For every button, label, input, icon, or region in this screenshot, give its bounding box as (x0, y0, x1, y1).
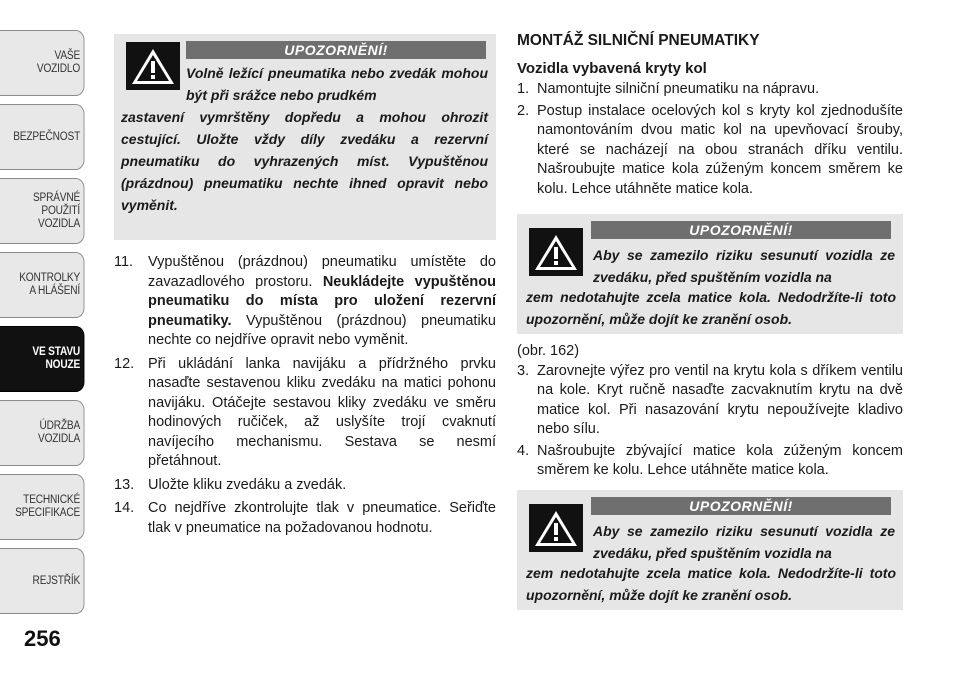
warning-triangle-icon (529, 504, 583, 552)
list-item: 13. Uložte kliku zvedáku a zvedák. (114, 476, 347, 493)
warning-box-left (114, 34, 496, 240)
list-item: 4. Našroubujte zbývající matice kola zúženým koncem směrem ke kolu. Lehce utáhněte matice kola. (517, 442, 903, 478)
warning-text-rest: zem nedotahujte zcela matice kola. Nedodržíte-li toto upozornění, může dojít ke zranění osob. (526, 565, 896, 603)
sidebar-tab-bezpecnost[interactable]: BEZPEČNOST (0, 104, 84, 170)
warning-box-right-1 (517, 214, 903, 334)
warning-header: UPOZORNĚNÍ! (591, 497, 891, 515)
sidebar-tab-technicke-specifikace[interactable]: TECHNICKÉ SPECIFIKACE (0, 474, 84, 540)
warning-header: UPOZORNĚNÍ! (186, 41, 486, 59)
sidebar-tab-spravne-pouziti[interactable]: SPRÁVNÉ POUŽITÍ VOZIDLA (0, 178, 84, 244)
sidebar-tab-ve-stavu-nouze[interactable]: VE STAVU NOUZE (0, 326, 84, 392)
warning-text-first: Aby se zamezilo riziku sesunutí vozidla ze zvedáku, před spuštěním vozidla na (593, 523, 895, 561)
warning-text-first: Volně ležící pneumatika nebo zvedák mohou být při srážce nebo prudkém (186, 65, 488, 103)
warning-text-rest: zem nedotahujte zcela matice kola. Nedodržíte-li toto upozornění, může dojít ke zranění osob. (526, 289, 896, 327)
warning-text-first: Aby se zamezilo riziku sesunutí vozidla ze zvedáku, před spuštěním vozidla na (593, 247, 895, 285)
list-item: 2. Postup instalace ocelových kol s kryty kol zjednodušíte namontováním dvou matic kol na upevňovací šrouby, které se nacházejí na obou stranách dříku ventilu. Našroubujte matice kola zúženým koncem směrem ke kolu. Lehce utáhněte matice kola. (517, 102, 903, 197)
list-item: 14. Co nejdříve zkontrolujte tlak v pneumatice. Seřiďte tlak v pneumatice na požadovanou hodnotu. (114, 500, 496, 536)
figure-reference: (obr. 162) (517, 343, 580, 359)
sidebar-tab-rejstrik[interactable]: REJSTŘÍK (0, 548, 84, 614)
sidebar-tab-kontrolky[interactable]: KONTROLKY A HLÁŠENÍ (0, 252, 84, 318)
page-number: 256 (24, 626, 61, 651)
warning-triangle-icon (529, 228, 583, 276)
list-item: 3. Zarovnejte výřez pro ventil na krytu kola s dříkem ventilu na kole. Kryt ručně nasaďte zacvaknutím krytu na dvě matice kol. Při nasazování krytu nepoužívejte kladivo nebo sílu. (517, 362, 903, 437)
warning-header: UPOZORNĚNÍ! (591, 221, 891, 239)
list-item: 1. Namontujte silniční pneumatiku na nápravu. (517, 81, 820, 97)
section-subtitle: Vozidla vybavená kryty kol (517, 59, 707, 77)
sidebar-tab-udrzba[interactable]: ÚDRŽBA VOZIDLA (0, 400, 84, 466)
section-title: MONTÁŽ SILNIČNÍ PNEUMATIKY (517, 32, 760, 49)
right-column-lower (517, 342, 903, 481)
list-item: 12. Při ukládání lanka navijáku a přídržného prvku nasaďte sestavenou kliku zvedáku na matici pohonu navijáku. Otáčejte sestavou kliky zvedáku ve směru hodinových ručiček, až uslyšíte trojí cvaknutí navíjecího mechanismu. Sestava se nesmí přetáhnout. (114, 355, 496, 469)
left-column (114, 253, 496, 538)
right-column (517, 31, 903, 199)
warning-box-right-2 (517, 490, 903, 610)
list-item: 11. Vypuštěnou (prázdnou) pneumatiku umístěte do zavazadlového prostoru. Neukládejte vypuštěnou pneumatiku do místa pro uložení rezervní pneumatiky. Vypuštěnou (prázdnou) pneumatiku nechte co nejdříve opravit nebo vyměnit. (114, 254, 496, 348)
warning-triangle-icon (126, 42, 180, 90)
warning-text-rest: zastavení vymrštěny dopředu a mohou ohrozit cestující. Uložte vždy díly zvedáku a rezervní pneumatiku do vyhrazených míst. Vypuštěnou (prázdnou) pneumatiku nechte ihned opravit nebo vyměnit. (121, 109, 488, 213)
sidebar-tab-vase-vozidlo[interactable]: VAŠE VOZIDLO (0, 30, 84, 96)
